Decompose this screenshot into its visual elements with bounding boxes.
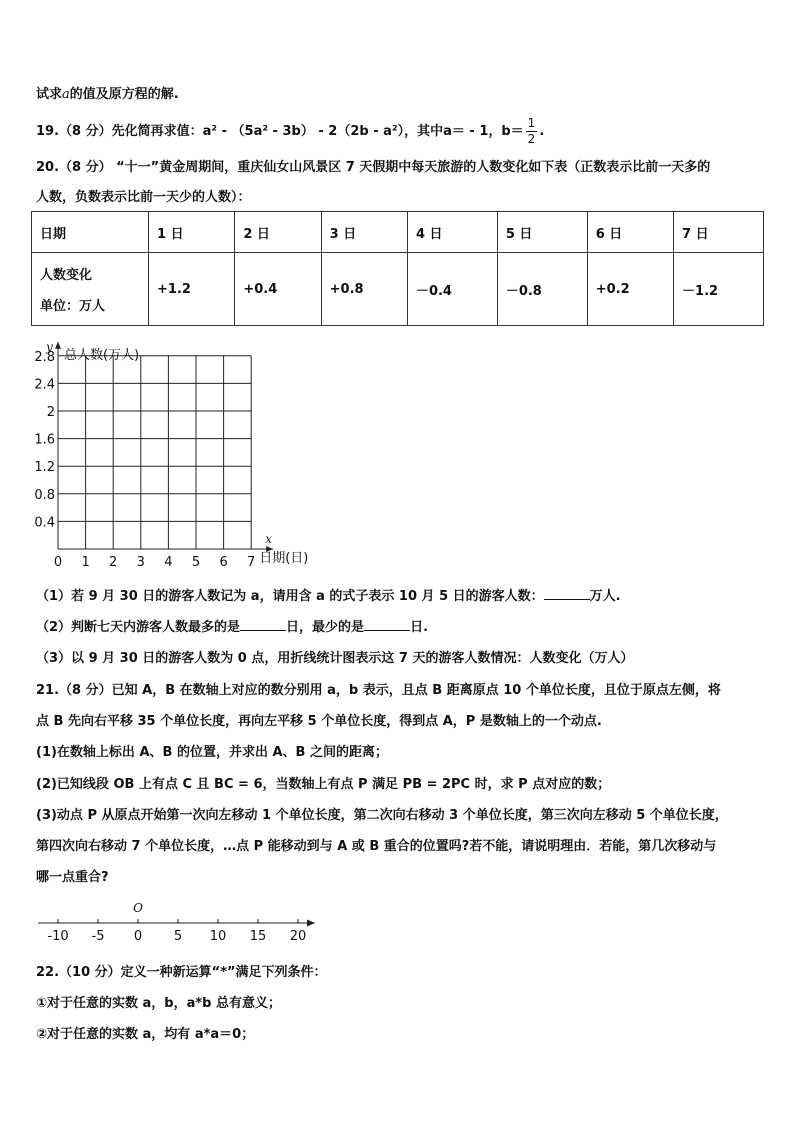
x-tick-label: 4 — [164, 555, 173, 567]
table-row-label — [32, 253, 149, 326]
q21-line-5: (3)动点 P 从原点开始第一次向左移动 1 个单位长度，第二次向右移动 3 个单位长度，第三次向左移动 5 个单位长度， — [36, 808, 728, 823]
table-cell: －1.2 — [674, 253, 764, 326]
number-line-tick-label: -10 — [47, 929, 69, 944]
table-cell: －0.8 — [497, 253, 587, 326]
number-line-tick-label: 5 — [173, 929, 183, 944]
x-tick-label: 0 — [53, 555, 63, 567]
answer-blank[interactable] — [544, 587, 590, 600]
table-header-row — [32, 212, 764, 253]
line-text: 的值及原方程的解. — [69, 87, 179, 102]
q19-end: . — [539, 124, 545, 139]
fraction-denominator: 2 — [527, 132, 536, 146]
table-header-cell: 3 日 — [321, 212, 407, 253]
sub-text: （2）判断七天内游客人数最多的是 — [36, 620, 241, 635]
q21-line-3: (1)在数轴上标出 A、B 的位置，并求出 A、B 之间的距离； — [36, 745, 388, 760]
x-tick-label: 3 — [136, 555, 145, 567]
y-tick-label: 1.2 — [34, 460, 55, 476]
fraction-numerator: 1 — [527, 116, 536, 130]
answer-blank[interactable] — [240, 618, 286, 631]
sub-text: 万人. — [589, 589, 621, 604]
q20-sub-2 — [36, 616, 428, 635]
x-axis-letter: x — [265, 532, 272, 546]
number-line-tick-label: 10 — [209, 929, 227, 944]
table-header-cell: 4 日 — [407, 212, 497, 253]
x-tick-label: 2 — [109, 555, 118, 567]
q21-line-4: (2)已知线段 OB 上有点 C 且 BC = 6，当数轴上有点 P 满足 PB = 2PC 时，求 P 点对应的数； — [36, 777, 611, 792]
number-line-tick-label: 20 — [289, 929, 307, 944]
q20-line-1: 20.（8 分） “十一”黄金周期间，重庆仙女山风景区 7 天假期中每天旅游的人数变化如下表（正数表示比前一天多的 — [36, 160, 711, 175]
number-line — [30, 900, 330, 946]
y-tick-label: 2.4 — [34, 377, 55, 393]
table-header-cell: 1 日 — [149, 212, 235, 253]
change-table — [31, 211, 764, 326]
q22-line-3: ②对于任意的实数 a，均有 a*a＝0； — [36, 1027, 255, 1042]
y-tick-label: 2.8 — [34, 349, 55, 365]
table-row — [32, 253, 764, 326]
y-tick-label: 0.8 — [34, 487, 55, 503]
variable-a: a — [62, 87, 70, 102]
q21-line-6: 第四次向右移动 7 个单位长度，…点 P 能移动到与 A 或 B 重合的位置吗?若不能，请说明理由．若能，第几次移动与 — [36, 839, 717, 854]
sub-text: （1）若 9 月 30 日的游客人数记为 a，请用含 a 的式子表示 10 月 5 日的游客人数： — [36, 589, 544, 604]
q19-head: 19.（8 分）先化简再求值： — [36, 124, 203, 139]
table-header-cell: 6 日 — [587, 212, 673, 253]
q22-line-1: 22.（10 分）定义一种新运算“*”满足下列条件： — [36, 965, 327, 980]
y-tick-label: 1.6 — [34, 432, 55, 448]
x-tick-label: 5 — [191, 555, 201, 567]
table-header-cell: 5 日 — [497, 212, 587, 253]
q19-condition: a＝ - 1，b＝ — [443, 124, 524, 139]
q21-line-2: 点 B 先向右平移 35 个单位长度，再向左平移 5 个单位长度，得到点 A，P 是数轴上的一个动点. — [36, 714, 602, 729]
sub-text: 日，最少的是 — [286, 620, 365, 635]
line-text: 试求 — [36, 87, 63, 102]
q20-sub-3: （3）以 9 月 30 日的游客人数为 0 点，用折线统计图表示这 7 天的游客人数情况：人数变化（万人） — [36, 651, 634, 666]
answer-blank[interactable] — [364, 618, 410, 631]
x-tick-label: 6 — [219, 555, 228, 567]
table-cell: +1.2 — [149, 253, 235, 326]
y-axis-label: 总人数(万人) — [64, 347, 140, 363]
y-tick-label: 0.4 — [34, 515, 55, 531]
table-header-cell: 日期 — [32, 212, 149, 253]
sub-text: 日. — [410, 620, 429, 635]
x-tick-label: 1 — [81, 555, 90, 567]
y-tick-label: 2 — [46, 405, 55, 420]
number-line-arrow — [307, 920, 315, 927]
y-axis-letter: y — [46, 339, 53, 354]
table-header-cell: 2 日 — [235, 212, 321, 253]
table-cell: +0.2 — [587, 253, 673, 326]
table-header-cell: 7 日 — [674, 212, 764, 253]
q20-line-2: 人数，负数表示比前一天少的人数）： — [36, 190, 251, 205]
q19-expression: a² - （5a² - 3b） - 2（2b - a²），其中 — [202, 124, 444, 139]
q21-line-1: 21.（8 分）已知 A，B 在数轴上对应的数分别用 a，b 表示，且点 B 距离原点 10 个单位长度，且位于原点左侧，将 — [36, 683, 721, 698]
q21-line-7: 哪一点重合? — [36, 870, 109, 885]
y-axis-arrow — [55, 342, 61, 349]
x-tick-label: 7 — [247, 555, 256, 567]
table-cell: +0.4 — [235, 253, 321, 326]
text-line — [36, 83, 179, 102]
origin-label: O — [133, 901, 143, 915]
row-label-line: 单位：万人 — [40, 299, 106, 314]
q20-sub-1 — [36, 585, 621, 604]
question-19 — [36, 116, 544, 147]
table-cell: +0.8 — [321, 253, 407, 326]
x-axis-label: 日期(日) — [259, 551, 309, 566]
number-line-tick-label: -5 — [91, 929, 105, 944]
q22-line-2: ①对于任意的实数 a，b，a*b 总有意义； — [36, 996, 282, 1011]
table-cell: －0.4 — [407, 253, 497, 326]
blank-grid-chart — [30, 335, 330, 567]
row-label-line: 人数变化 — [40, 268, 93, 283]
number-line-tick-label: 15 — [249, 929, 267, 944]
fraction-one-half — [526, 116, 538, 147]
number-line-tick-label: 0 — [133, 929, 143, 944]
